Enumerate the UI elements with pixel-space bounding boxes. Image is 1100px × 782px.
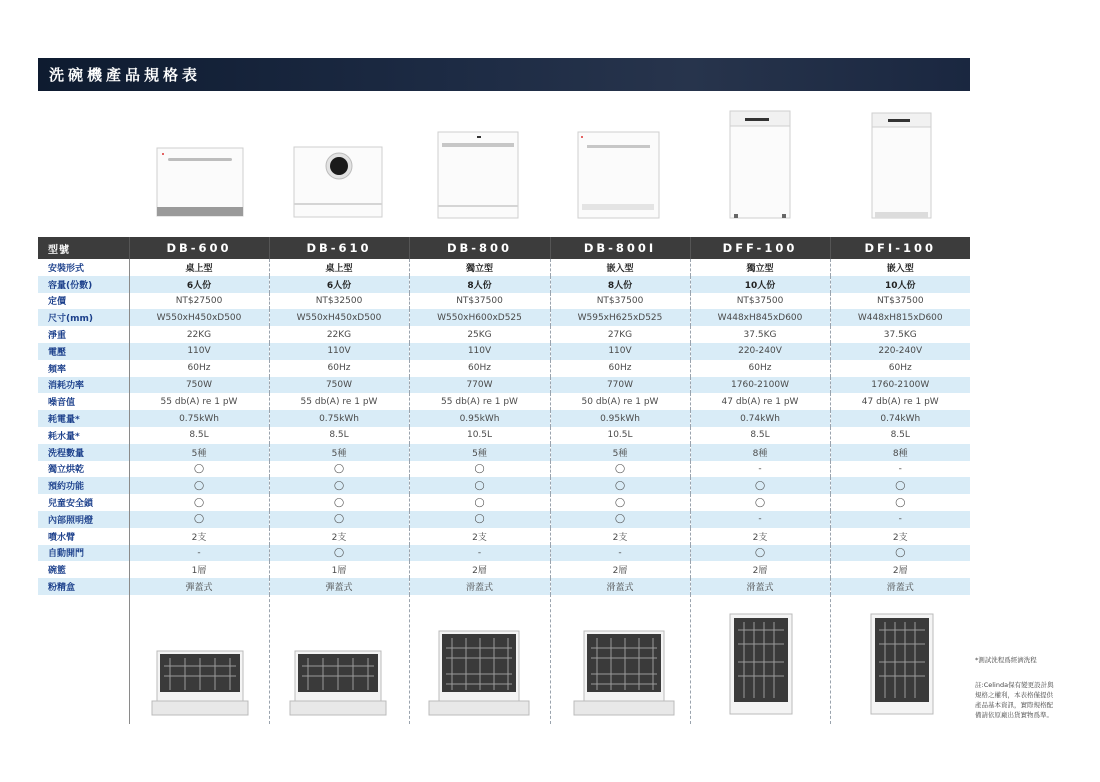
spec-cell: 110V xyxy=(269,343,409,360)
spec-cell: ◯ xyxy=(830,545,970,562)
row-label: 獨立烘乾 xyxy=(38,461,129,478)
spec-cell: 60Hz xyxy=(830,360,970,377)
spec-cell: 8.5L xyxy=(269,427,409,444)
model-header: DB-800I xyxy=(550,237,690,259)
spec-cell: NT$27500 xyxy=(129,293,269,310)
model-header: DB-600 xyxy=(129,237,269,259)
spec-cell: ◯ xyxy=(830,494,970,511)
spec-cell: 2層 xyxy=(409,561,550,578)
spec-cell: ◯ xyxy=(129,511,269,528)
spec-cell: 10人份 xyxy=(690,276,830,293)
spec-cell: W448xH815xD600 xyxy=(830,309,970,326)
spec-cell: 770W xyxy=(409,377,550,394)
spec-cell: 2層 xyxy=(550,561,690,578)
product-photo-db-800i xyxy=(578,132,659,218)
spec-cell: ◯ xyxy=(550,461,690,478)
table-row xyxy=(38,494,970,511)
spec-cell: ◯ xyxy=(409,494,550,511)
spec-cell: 60Hz xyxy=(690,360,830,377)
table-row xyxy=(38,578,970,595)
table-row xyxy=(38,377,970,394)
spec-cell: 10.5L xyxy=(409,427,550,444)
spec-cell: ◯ xyxy=(409,461,550,478)
row-label: 碗籃 xyxy=(38,561,129,578)
table-row xyxy=(38,360,970,377)
spec-cell: 8人份 xyxy=(550,276,690,293)
spec-cell: 8.5L xyxy=(690,427,830,444)
spec-cell: 6人份 xyxy=(129,276,269,293)
row-label: 內部照明燈 xyxy=(38,511,129,528)
spec-cell: 1760-2100W xyxy=(690,377,830,394)
spec-cell: 5種 xyxy=(409,444,550,461)
table-row xyxy=(38,477,970,494)
spec-cell: 22KG xyxy=(269,326,409,343)
model-header: DB-610 xyxy=(269,237,409,259)
spec-cell: 8.5L xyxy=(129,427,269,444)
interior-photo-db-800i xyxy=(574,631,674,715)
spec-cell: 1層 xyxy=(269,561,409,578)
spec-cell: ◯ xyxy=(269,511,409,528)
product-photo-db-600 xyxy=(157,148,243,216)
spec-cell: W448xH845xD600 xyxy=(690,309,830,326)
spec-cell: ◯ xyxy=(129,494,269,511)
spec-cell: 27KG xyxy=(550,326,690,343)
interior-photo-db-800 xyxy=(429,631,529,715)
spec-cell: W550xH600xD525 xyxy=(409,309,550,326)
spec-cell: 220-240V xyxy=(830,343,970,360)
disclaimer-line: 規格之權利，本表格僅提供 xyxy=(975,691,1053,699)
row-label: 兒童安全鎖 xyxy=(38,494,129,511)
table-row xyxy=(38,259,970,276)
table-row xyxy=(38,561,970,578)
product-photo-dff-100 xyxy=(730,111,790,218)
footnote: *測試洗程爲經濟洗程 xyxy=(975,656,1037,664)
spec-cell: 2支 xyxy=(269,528,409,545)
table-row xyxy=(38,410,970,427)
spec-cell: 桌上型 xyxy=(269,259,409,276)
row-label: 耗水量* xyxy=(38,427,129,444)
spec-cell: 0.74kWh xyxy=(690,410,830,427)
table-row xyxy=(38,545,970,562)
table-row xyxy=(38,343,970,360)
spec-cell: 50 db(A) re 1 pW xyxy=(550,393,690,410)
table-row xyxy=(38,276,970,293)
spec-cell: 5種 xyxy=(129,444,269,461)
spec-cell: 滑蓋式 xyxy=(550,578,690,595)
spec-table xyxy=(38,237,970,595)
model-header: DFI-100 xyxy=(830,237,970,259)
spec-cell: 滑蓋式 xyxy=(409,578,550,595)
spec-cell: 桌上型 xyxy=(129,259,269,276)
disclaimer-line: 產品基本資訊，實際規格配 xyxy=(975,701,1053,709)
spec-cell: ◯ xyxy=(690,477,830,494)
spec-cell: 60Hz xyxy=(269,360,409,377)
table-row xyxy=(38,444,970,461)
table-row xyxy=(38,528,970,545)
spec-cell: ◯ xyxy=(129,461,269,478)
spec-cell: 2支 xyxy=(550,528,690,545)
spec-cell: 110V xyxy=(409,343,550,360)
spec-cell: W550xH450xD500 xyxy=(129,309,269,326)
spec-cell: 2支 xyxy=(129,528,269,545)
spec-cell: 37.5KG xyxy=(830,326,970,343)
spec-cell: 1層 xyxy=(129,561,269,578)
product-photos xyxy=(0,0,1100,230)
row-label: 耗電量* xyxy=(38,410,129,427)
interior-photo-dfi-100 xyxy=(871,614,933,714)
spec-cell: 獨立型 xyxy=(409,259,550,276)
interior-photo-dff-100 xyxy=(730,614,792,714)
spec-cell: - xyxy=(830,461,970,478)
model-header: DFF-100 xyxy=(690,237,830,259)
spec-cell: 110V xyxy=(550,343,690,360)
spec-cell: 8.5L xyxy=(830,427,970,444)
spec-cell: - xyxy=(129,545,269,562)
spec-cell: 37.5KG xyxy=(690,326,830,343)
disclaimer xyxy=(975,680,1054,720)
spec-cell: ◯ xyxy=(269,494,409,511)
spec-cell: - xyxy=(409,545,550,562)
spec-cell: - xyxy=(830,511,970,528)
spec-cell: W595xH625xD525 xyxy=(550,309,690,326)
spec-cell: ◯ xyxy=(830,477,970,494)
spec-cell: 2層 xyxy=(830,561,970,578)
spec-cell: 0.75kWh xyxy=(269,410,409,427)
table-row xyxy=(38,326,970,343)
spec-cell: 2支 xyxy=(690,528,830,545)
row-label: 定價 xyxy=(38,293,129,310)
spec-cell: 770W xyxy=(550,377,690,394)
product-photo-db-800 xyxy=(438,132,518,218)
row-label: 安裝形式 xyxy=(38,259,129,276)
spec-cell: ◯ xyxy=(550,477,690,494)
spec-cell: ◯ xyxy=(269,477,409,494)
spec-cell: 47 db(A) re 1 pW xyxy=(690,393,830,410)
disclaimer-line: 註:Celinda保有變更設計與 xyxy=(975,681,1054,689)
spec-cell: 滑蓋式 xyxy=(830,578,970,595)
row-label: 消耗功率 xyxy=(38,377,129,394)
spec-cell: ◯ xyxy=(409,477,550,494)
table-header-row xyxy=(38,237,970,259)
row-label: 粉精盒 xyxy=(38,578,129,595)
spec-cell: 25KG xyxy=(409,326,550,343)
spec-cell: ◯ xyxy=(269,461,409,478)
spec-cell: - xyxy=(690,461,830,478)
spec-cell: 2支 xyxy=(409,528,550,545)
page-title: 洗碗機產品規格表 xyxy=(49,66,202,84)
spec-cell: ◯ xyxy=(550,511,690,528)
spec-cell: 10.5L xyxy=(550,427,690,444)
spec-cell: NT$37500 xyxy=(830,293,970,310)
row-label: 尺寸(mm) xyxy=(38,309,129,326)
spec-cell: 0.74kWh xyxy=(830,410,970,427)
spec-cell: 22KG xyxy=(129,326,269,343)
spec-cell: 8人份 xyxy=(409,276,550,293)
spec-cell: 110V xyxy=(129,343,269,360)
spec-cell: NT$37500 xyxy=(690,293,830,310)
row-label: 頻率 xyxy=(38,360,129,377)
spec-cell: ◯ xyxy=(409,511,550,528)
row-label: 噴水臂 xyxy=(38,528,129,545)
spec-cell: ◯ xyxy=(129,477,269,494)
spec-cell: 彈蓋式 xyxy=(129,578,269,595)
spec-cell: 220-240V xyxy=(690,343,830,360)
interior-photos xyxy=(0,600,1100,740)
table-row xyxy=(38,461,970,478)
spec-cell: - xyxy=(690,511,830,528)
spec-cell: 0.75kWh xyxy=(129,410,269,427)
spec-cell: 嵌入型 xyxy=(550,259,690,276)
row-label: 預約功能 xyxy=(38,477,129,494)
row-label: 淨重 xyxy=(38,326,129,343)
spec-cell: ◯ xyxy=(690,545,830,562)
spec-cell: 1760-2100W xyxy=(830,377,970,394)
table-row xyxy=(38,293,970,310)
spec-cell: NT$37500 xyxy=(409,293,550,310)
spec-cell: 750W xyxy=(129,377,269,394)
spec-cell: 0.95kWh xyxy=(550,410,690,427)
table-row xyxy=(38,309,970,326)
header-label: 型號 xyxy=(38,237,129,259)
table-row xyxy=(38,511,970,528)
spec-cell: 8種 xyxy=(830,444,970,461)
table-row xyxy=(38,427,970,444)
spec-cell: 8種 xyxy=(690,444,830,461)
spec-cell: 60Hz xyxy=(129,360,269,377)
spec-cell: ◯ xyxy=(550,494,690,511)
spec-cell: 滑蓋式 xyxy=(690,578,830,595)
spec-cell: 47 db(A) re 1 pW xyxy=(830,393,970,410)
spec-cell: 彈蓋式 xyxy=(269,578,409,595)
product-photo-db-610 xyxy=(294,147,382,217)
spec-cell: ◯ xyxy=(269,545,409,562)
row-label: 容量(份數) xyxy=(38,276,129,293)
spec-cell: 6人份 xyxy=(269,276,409,293)
table-row xyxy=(38,393,970,410)
interior-photo-db-610 xyxy=(290,651,386,715)
spec-cell: 5種 xyxy=(269,444,409,461)
spec-cell: 獨立型 xyxy=(690,259,830,276)
spec-cell: NT$32500 xyxy=(269,293,409,310)
spec-cell: 750W xyxy=(269,377,409,394)
spec-cell: 嵌入型 xyxy=(830,259,970,276)
spec-cell: 55 db(A) re 1 pW xyxy=(409,393,550,410)
row-label: 洗程數量 xyxy=(38,444,129,461)
row-label: 噪音值 xyxy=(38,393,129,410)
spec-cell: 55 db(A) re 1 pW xyxy=(269,393,409,410)
spec-cell: 10人份 xyxy=(830,276,970,293)
spec-cell: 2支 xyxy=(830,528,970,545)
interior-photo-db-600 xyxy=(152,651,248,715)
model-header: DB-800 xyxy=(409,237,550,259)
spec-cell: W550xH450xD500 xyxy=(269,309,409,326)
spec-cell: 5種 xyxy=(550,444,690,461)
row-label: 自動開門 xyxy=(38,545,129,562)
spec-cell: 2層 xyxy=(690,561,830,578)
spec-cell: 60Hz xyxy=(550,360,690,377)
spec-cell: 60Hz xyxy=(409,360,550,377)
spec-cell: 55 db(A) re 1 pW xyxy=(129,393,269,410)
spec-cell: NT$37500 xyxy=(550,293,690,310)
spec-cell: - xyxy=(550,545,690,562)
row-label: 電壓 xyxy=(38,343,129,360)
spec-cell: ◯ xyxy=(690,494,830,511)
disclaimer-line: 備請依原廠出貨實物爲準。 xyxy=(975,711,1053,719)
spec-cell: 0.95kWh xyxy=(409,410,550,427)
product-photo-dfi-100 xyxy=(872,113,931,218)
